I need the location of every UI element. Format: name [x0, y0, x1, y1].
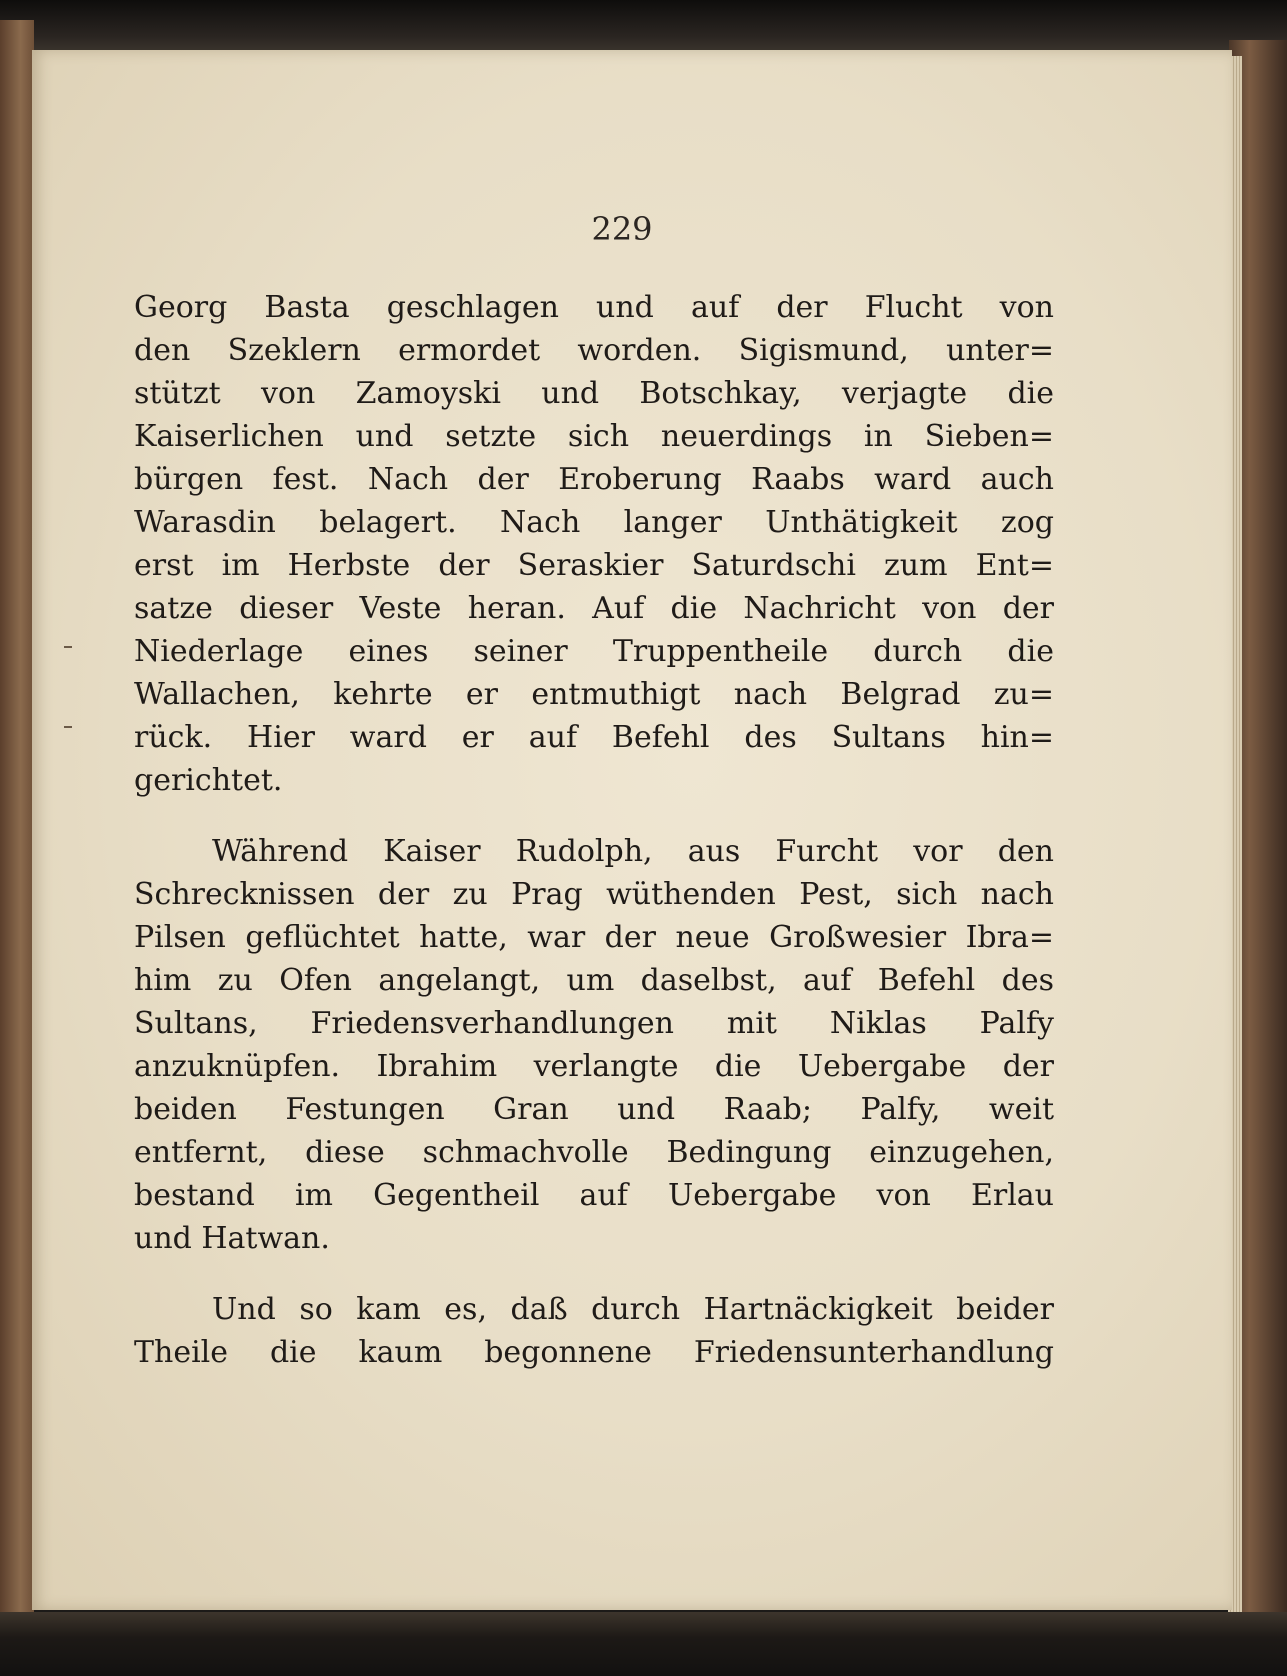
text-line: rück. Hier ward er auf Befehl des Sultans hin=: [134, 720, 1054, 755]
paragraph-1: [134, 286, 1054, 802]
text-line: anzuknüpfen. Ibrahim verlangte die Uebergabe der: [134, 1049, 1054, 1084]
book-page: [32, 50, 1232, 1610]
text-line: bestand im Gegentheil auf Uebergabe von Erlau: [134, 1178, 1054, 1213]
margin-mark: [64, 646, 72, 648]
book-top-edge: [0, 0, 1287, 52]
text-line: him zu Ofen angelangt, um daselbst, auf Befehl des: [134, 963, 1054, 998]
text-line: Und so kam es, daß durch Hartnäckigkeit beider: [212, 1292, 1054, 1327]
text-line: Theile die kaum begonnene Friedensunterhandlung: [134, 1335, 1054, 1370]
text-line: stützt von Zamoyski und Botschkay, verjagte die: [134, 376, 1054, 411]
text-line: Niederlage eines seiner Truppentheile durch die: [134, 634, 1054, 669]
text-line: entfernt, diese schmachvolle Bedingung einzugehen,: [134, 1135, 1054, 1170]
text-line: beiden Festungen Gran und Raab; Palfy, weit: [134, 1092, 1054, 1127]
text-line: und Hatwan.: [134, 1221, 330, 1256]
text-line: Warasdin belagert. Nach langer Unthätigkeit zog: [134, 505, 1054, 540]
text-line: Wallachen, kehrte er entmuthigt nach Belgrad zu=: [134, 677, 1054, 712]
margin-mark: [64, 726, 72, 728]
book-cover-left: [0, 20, 34, 1676]
paragraph-3: [134, 1288, 1054, 1374]
text-line: den Szeklern ermordet worden. Sigismund, unter=: [134, 333, 1054, 368]
text-line: Pilsen geflüchtet hatte, war der neue Großwesier Ibra=: [134, 920, 1054, 955]
text-line: satze dieser Veste heran. Auf die Nachricht von der: [134, 591, 1054, 626]
page-body-text: [134, 286, 1054, 1374]
text-line: Kaiserlichen und setzte sich neuerdings in Sieben=: [134, 419, 1054, 454]
text-line: Während Kaiser Rudolph, aus Furcht vor den: [212, 834, 1054, 869]
page-number: 229: [591, 210, 653, 248]
paragraph-2: [134, 830, 1054, 1260]
book-bottom-edge: [0, 1612, 1287, 1676]
text-line: gerichtet.: [134, 763, 283, 798]
text-line: Sultans, Friedensverhandlungen mit Niklas Palfy: [134, 1006, 1054, 1041]
text-line: bürgen fest. Nach der Eroberung Raabs ward auch: [134, 462, 1054, 497]
text-line: erst im Herbste der Seraskier Saturdschi zum Ent=: [134, 548, 1054, 583]
text-line: Schrecknissen der zu Prag wüthenden Pest, sich nach: [134, 877, 1054, 912]
text-line: Georg Basta geschlagen und auf der Flucht von: [134, 290, 1054, 325]
